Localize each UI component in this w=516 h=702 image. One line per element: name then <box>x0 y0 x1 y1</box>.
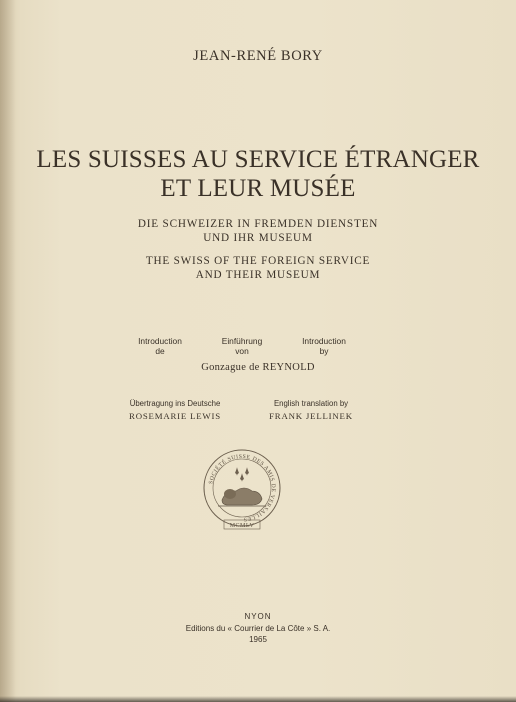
english-translator-name: FRANK JELLINEK <box>269 411 353 421</box>
seal-ring-text: SOCIÉTÉ SUISSE DES AMIS DE VERSAILLES <box>208 453 277 523</box>
publication-year: 1965 <box>249 635 267 644</box>
german-translation-credit <box>100 398 250 422</box>
intro-label-german-line-2: von <box>235 346 249 356</box>
title-line-1: LES SUISSES AU SERVICE ÉTRANGER <box>36 146 480 173</box>
english-translation-label: English translation by <box>273 399 349 408</box>
binding-shadow <box>0 0 16 702</box>
author-name: JEAN-RENÉ BORY <box>193 48 323 64</box>
english-subtitle-line-1: THE SWISS OF THE FOREIGN SERVICE <box>145 255 371 267</box>
intro-label-french-line-2: de <box>155 346 165 356</box>
title-line-2: ET LEUR MUSÉE <box>160 175 356 202</box>
intro-label-english-line-1: Introduction <box>302 336 346 346</box>
publisher-city: NYON <box>244 612 272 621</box>
seal-date: MCMLV <box>229 523 255 529</box>
english-translation-credit <box>236 398 386 422</box>
publisher-name: Editions du « Courrier de La Côte » S. A. <box>185 624 331 633</box>
page-bottom-edge <box>0 696 516 702</box>
intro-label-german <box>197 336 287 356</box>
intro-label-english-line-2: by <box>319 346 329 356</box>
introduction-author: Gonzague de REYNOLD <box>201 362 315 373</box>
german-translator-name: ROSEMARIE LEWIS <box>129 411 221 421</box>
lion-icon <box>218 488 266 506</box>
fleur-de-lis-icon <box>235 467 249 482</box>
society-seal-icon <box>202 448 282 538</box>
german-translation-label: Übertragung ins Deutsche <box>129 399 221 408</box>
intro-label-english <box>279 336 369 356</box>
german-subtitle-line-1: DIE SCHWEIZER IN FREMDEN DIENSTEN <box>137 218 379 230</box>
intro-label-french <box>115 336 205 356</box>
german-subtitle-line-2: UND IHR MUSEUM <box>203 232 313 244</box>
intro-label-french-line-1: Introduction <box>138 336 182 346</box>
intro-label-german-line-1: Einführung <box>221 336 263 346</box>
english-subtitle-line-2: AND THEIR MUSEUM <box>195 269 321 281</box>
